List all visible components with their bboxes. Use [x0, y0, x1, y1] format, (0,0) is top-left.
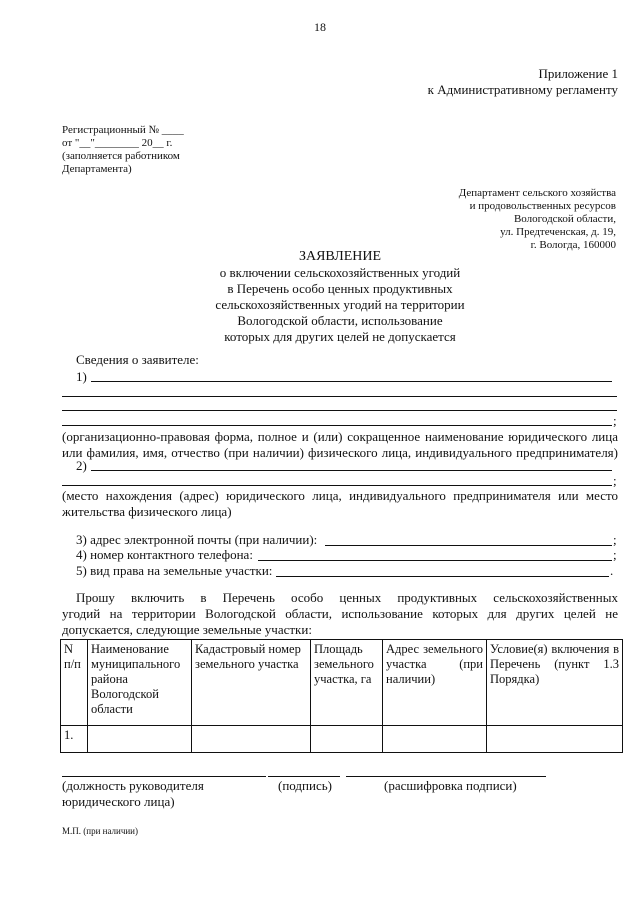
recipient-line-1: Департамент сельского хозяйства: [458, 187, 616, 199]
title-line-3: сельскохозяйственных угодий на территории: [215, 297, 465, 312]
title-heading: ЗАЯВЛЕНИЕ: [298, 249, 382, 264]
row-1-district[interactable]: [88, 726, 192, 753]
applicant-name-line-2[interactable]: [62, 396, 617, 397]
applicant-land-right-label: 5) вид права на земельные участки:: [76, 563, 273, 578]
row-1-address[interactable]: [383, 726, 487, 753]
applicant-hint-2-line-1: (место нахождения (адрес) юридического лица, индивидуального предпринимателя или место: [62, 488, 618, 503]
document-title: [0, 248, 640, 345]
appendix-line-2: к Административному регламенту: [427, 82, 618, 97]
row-1-conditions[interactable]: [487, 726, 623, 753]
applicant-hint-1-line-1: (организационно-правовая форма, полное и (или) сокращенное наименование юридического лица: [62, 429, 618, 444]
applicant-land-right-line[interactable]: [276, 576, 609, 577]
position-caption: [62, 778, 204, 810]
title-line-1: о включении сельскохозяйственных угодий: [219, 265, 461, 280]
registration-block: [62, 124, 184, 176]
applicant-land-right-period: .: [610, 563, 614, 578]
row-1-area[interactable]: [311, 726, 383, 753]
signature-line[interactable]: [268, 776, 340, 777]
header-conditions: Условие(я) включения в Перечень (пункт 1.3 Порядка): [487, 640, 623, 726]
signature-decode-line[interactable]: [346, 776, 546, 777]
applicant-address-line-2[interactable]: [62, 485, 612, 486]
request-line-3: допускается, следующие земельные участки:: [62, 622, 312, 637]
appendix-block: [428, 66, 618, 98]
applicant-email-label: 3) адрес электронной почты (при наличии):: [76, 532, 318, 547]
header-address: Адрес земельного участка (при наличии): [383, 640, 487, 726]
applicant-name-line-4[interactable]: [62, 425, 612, 426]
applicant-address-line-1[interactable]: [91, 470, 612, 471]
registration-note-2: Департамента): [62, 163, 132, 175]
applicant-name-line-1[interactable]: [91, 381, 612, 382]
table-row: [61, 726, 623, 753]
header-number: N п/п: [61, 640, 88, 726]
row-1-cadastral-number[interactable]: [192, 726, 311, 753]
applicant-label: Сведения о заявителе:: [76, 352, 199, 367]
header-district: Наименование муниципального района Вологодской области: [88, 640, 192, 726]
row-1-number: 1.: [61, 726, 88, 753]
applicant-hint-1: [62, 429, 618, 461]
position-line[interactable]: [62, 776, 266, 777]
signature-decode-caption: (расшифровка подписи): [384, 778, 517, 793]
applicant-phone-line[interactable]: [258, 560, 612, 561]
position-caption-line-1: (должность руководителя: [62, 778, 204, 793]
land-plots-table: [60, 639, 623, 753]
applicant-hint-2: [62, 488, 618, 520]
appendix-line-1: Приложение 1: [538, 66, 618, 81]
stamp-note: М.П. (при наличии): [62, 826, 138, 836]
request-line-1: Прошу включить в Перечень особо ценных продуктивных сельскохозяйственных: [76, 590, 618, 605]
title-line-2: в Перечень особо ценных продуктивных: [227, 281, 453, 296]
applicant-item-2-semicolon: ;: [613, 473, 617, 488]
applicant-phone-semicolon: ;: [613, 547, 617, 562]
applicant-email-semicolon: ;: [613, 532, 617, 547]
header-area: Площадь земельного участка, га: [311, 640, 383, 726]
applicant-item-2-num: 2): [76, 458, 87, 473]
request-line-2: угодий на территории Вологодской области, использование которых для других целей не: [62, 606, 618, 621]
title-line-4: Вологодской области, использование: [237, 313, 443, 328]
recipient-line-3: Вологодской области,: [513, 213, 616, 225]
recipient-line-2: и продовольственных ресурсов: [469, 200, 616, 212]
request-paragraph: [62, 590, 618, 638]
position-caption-line-2: юридического лица): [62, 794, 175, 809]
applicant-phone-label: 4) номер контактного телефона:: [76, 547, 253, 562]
applicant-email-line[interactable]: [325, 545, 612, 546]
title-line-5: которых для других целей не допускается: [224, 329, 456, 344]
applicant-item-1-num: 1): [76, 369, 87, 384]
registration-note-1: (заполняется работником: [62, 150, 180, 162]
applicant-hint-2-line-2: жительства физического лица): [62, 504, 232, 519]
registration-date: от "__"________ 20__ г.: [62, 137, 173, 149]
signature-caption: (подпись): [278, 778, 332, 793]
applicant-item-1-semicolon: ;: [613, 413, 617, 428]
registration-number: Регистрационный № ____: [62, 124, 184, 136]
recipient-line-4: ул. Предтеченская, д. 19,: [500, 226, 616, 238]
recipient-line-5: г. Вологда, 160000: [530, 239, 616, 251]
applicant-name-line-3[interactable]: [62, 410, 617, 411]
applicant-hint-1-line-2: или фамилия, имя, отчество (при наличии) физического лица, индивидуального предпринимателя): [62, 445, 618, 460]
page-number: 18: [314, 20, 326, 34]
recipient-block: [459, 187, 616, 252]
table-header-row: [61, 640, 623, 726]
header-cadastral-number: Кадастровый номер земельного участка: [192, 640, 311, 726]
